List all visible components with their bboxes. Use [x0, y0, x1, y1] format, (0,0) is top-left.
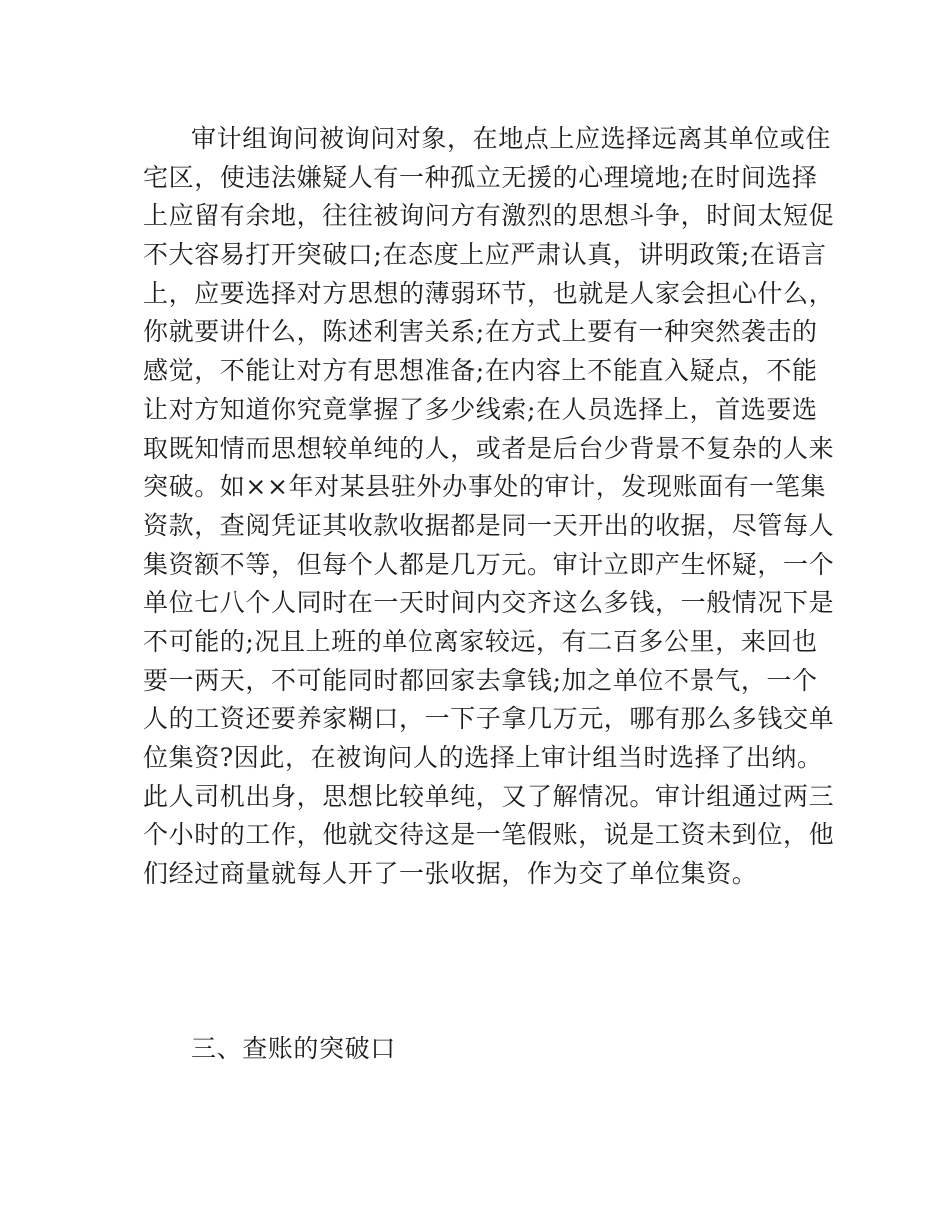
paragraph-line: 人的工资还要养家糊口，一下子拿几万元，哪有那么多钱交单 — [143, 704, 835, 734]
paragraph-line: 上，应要选择对方思想的薄弱环节，也就是人家会担心什么， — [143, 278, 835, 308]
paragraph-line: 位集资?因此，在被询问人的选择上审计组当时选择了出纳。 — [143, 743, 823, 772]
body-paragraph — [143, 120, 835, 894]
paragraph-line: 让对方知道你究竟掌握了多少线索;在人员选择上，首选要选 — [143, 394, 818, 424]
paragraph-line: 资款，查阅凭证其收款收据都是同一天开出的收据，尽管每人 — [143, 510, 835, 540]
paragraph-line: 集资额不等，但每个人都是几万元。审计立即产生怀疑，一个 — [143, 549, 835, 579]
paragraph-line: 此人司机出身，思想比较单纯，又了解情况。审计组通过两三 — [143, 781, 835, 811]
paragraph-line: 审计组询问被询问对象，在地点上应选择远离其单位或住 — [191, 124, 832, 153]
paragraph-line: 不大容易打开突破口;在态度上应严肃认真，讲明政策;在语言 — [143, 240, 827, 270]
section-heading: 三、查账的突破口 — [191, 1034, 396, 1063]
paragraph-line: 上应留有余地，往往被询问方有激烈的思想斗争，时间太短促 — [143, 201, 835, 231]
paragraph-line: 取既知情而思想较单纯的人，或者是后台少背景不复杂的人来 — [143, 433, 835, 463]
paragraph-line: 感觉，不能让对方有思想准备;在内容上不能直入疑点，不能 — [143, 356, 818, 386]
paragraph-line: 要一两天，不可能同时都回家去拿钱;加之单位不景气，一个 — [143, 665, 818, 695]
paragraph-line: 宅区，使违法嫌疑人有一种孤立无援的心理境地;在时间选择 — [143, 162, 818, 192]
paragraph-line: 不可能的;况且上班的单位离家较远，有二百多公里，来回也 — [143, 626, 818, 656]
paragraph-line: 们经过商量就每人开了一张收据，作为交了单位集资。 — [143, 859, 758, 889]
paragraph-line: 个小时的工作，他就交待这是一笔假账，说是工资未到位，他 — [143, 820, 835, 850]
paragraph-line: 突破。如××年对某县驻外办事处的审计，发现账面有一笔集 — [143, 472, 827, 502]
paragraph-line: 你就要讲什么，陈述利害关系;在方式上要有一种突然袭击的 — [143, 317, 818, 347]
paragraph-line: 单位七八个人同时在一天时间内交齐这么多钱，一般情况下是 — [143, 588, 835, 618]
